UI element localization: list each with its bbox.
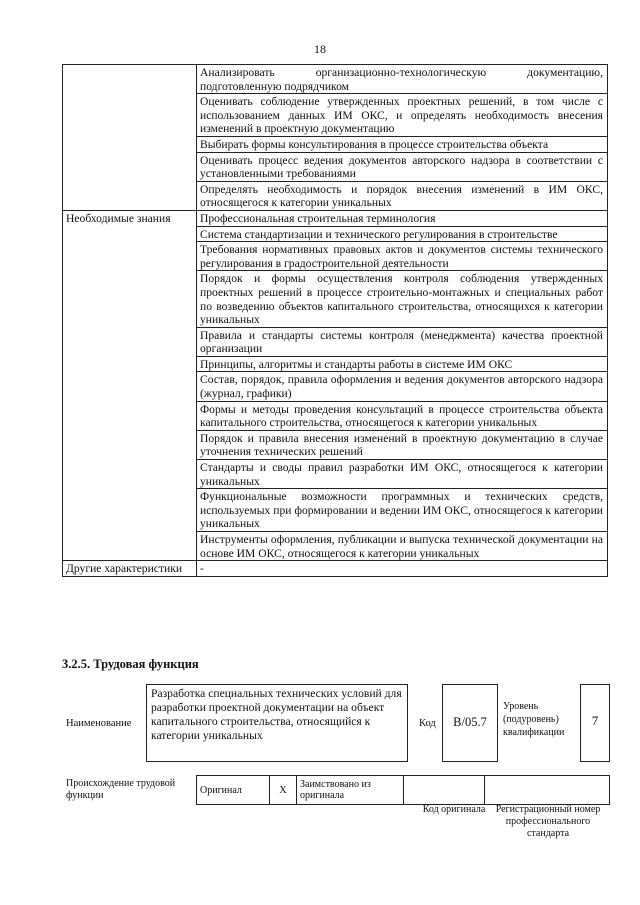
code-label: Код — [419, 718, 436, 729]
row-text: - — [197, 561, 608, 577]
row-text: Состав, порядок, правила оформления и ведения документов авторского надзора (журнал, графики) — [197, 372, 608, 401]
row-text: Инструменты оформления, публикации и выпуска технической документации на основе ИМ ОКС, относящегося к категории уникальных — [197, 532, 608, 561]
row-text: Анализировать организационно-технологическую документацию, подготовленную подрядчиком — [197, 65, 608, 94]
borrowed-label: Заимствовано из оригинала — [297, 776, 404, 805]
row-text: Система стандартизации и технического регулирования в строительстве — [197, 226, 608, 242]
origin-table — [196, 775, 610, 805]
section-title: 3.2.5. Трудовая функция — [62, 657, 199, 671]
row-text: Стандарты и своды правил разработки ИМ ОКС, относящегося к категории уникальных — [197, 460, 608, 489]
row-label: Другие характеристики — [63, 561, 197, 577]
level-value: 7 — [580, 684, 610, 762]
name-label: Наименование — [66, 718, 132, 729]
original-mark: X — [270, 776, 297, 805]
orig-code-caption: Код оригинала — [422, 804, 486, 815]
reg-number-cell — [485, 776, 610, 805]
row-label — [63, 65, 197, 211]
row-text: Формы и методы проведения консультаций в процессе строительства объекта капитального строительства, относящегося к категории уникальных — [197, 401, 608, 430]
level-label: Уровень (подуровень) квалификации — [503, 701, 565, 738]
reg-num-caption: Регистрационный номер профессионального стандарта — [495, 804, 601, 839]
table-row — [63, 210, 608, 226]
row-text: Выбирать формы консультирования в процессе строительства объекта — [197, 136, 608, 152]
competency-table — [62, 64, 608, 577]
row-text: Профессиональная строительная терминология — [197, 210, 608, 226]
row-text: Порядок и формы осуществления контроля соблюдения утвержденных проектных решений в процессе строительно-монтажных и специальных работ по возведению объектов капитального строительства, относящихся к категории уникальных — [197, 271, 608, 327]
table-row — [63, 65, 608, 94]
row-text: Правила и стандарты системы контроля (менеджмента) качества проектной организации — [197, 327, 608, 356]
row-text: Оценивать соблюдение утвержденных проектных решений, в том числе с использованием данных ИМ ОКС, и определять необходимость внесения изменений в проектную документацию — [197, 94, 608, 137]
code-value: B/05.7 — [442, 684, 498, 762]
row-text: Порядок и правила внесения изменений в проектную документацию в случае уточнения технических решений — [197, 430, 608, 459]
page-number: 18 — [314, 42, 326, 56]
table-row — [63, 561, 608, 577]
row-text: Определять необходимость и порядок внесения изменений в ИМ ОКС, относящегося к категории уникальных — [197, 181, 608, 210]
original-code-cell — [404, 776, 485, 805]
row-text: Оценивать процесс ведения документов авторского надзора в соответствии с установленными требованиями — [197, 152, 608, 181]
row-text: Функциональные возможности программных и технических средств, используемых при формировании и ведении ИМ ОКС, относящегося к категории уникальных — [197, 489, 608, 532]
row-label: Необходимые знания — [63, 210, 197, 560]
original-label: Оригинал — [197, 776, 270, 805]
row-text: Требования нормативных правовых актов и документов системы технического регулирования в градостроительной деятельности — [197, 242, 608, 271]
origin-label: Происхождение трудовой функции — [66, 778, 176, 801]
row-text: Принципы, алгоритмы и стандарты работы в системе ИМ ОКС — [197, 356, 608, 372]
name-value: Разработка специальных технических условий для разработки проектной документации на объект капитального строительства, относящийся к категории уникальных — [146, 684, 408, 762]
